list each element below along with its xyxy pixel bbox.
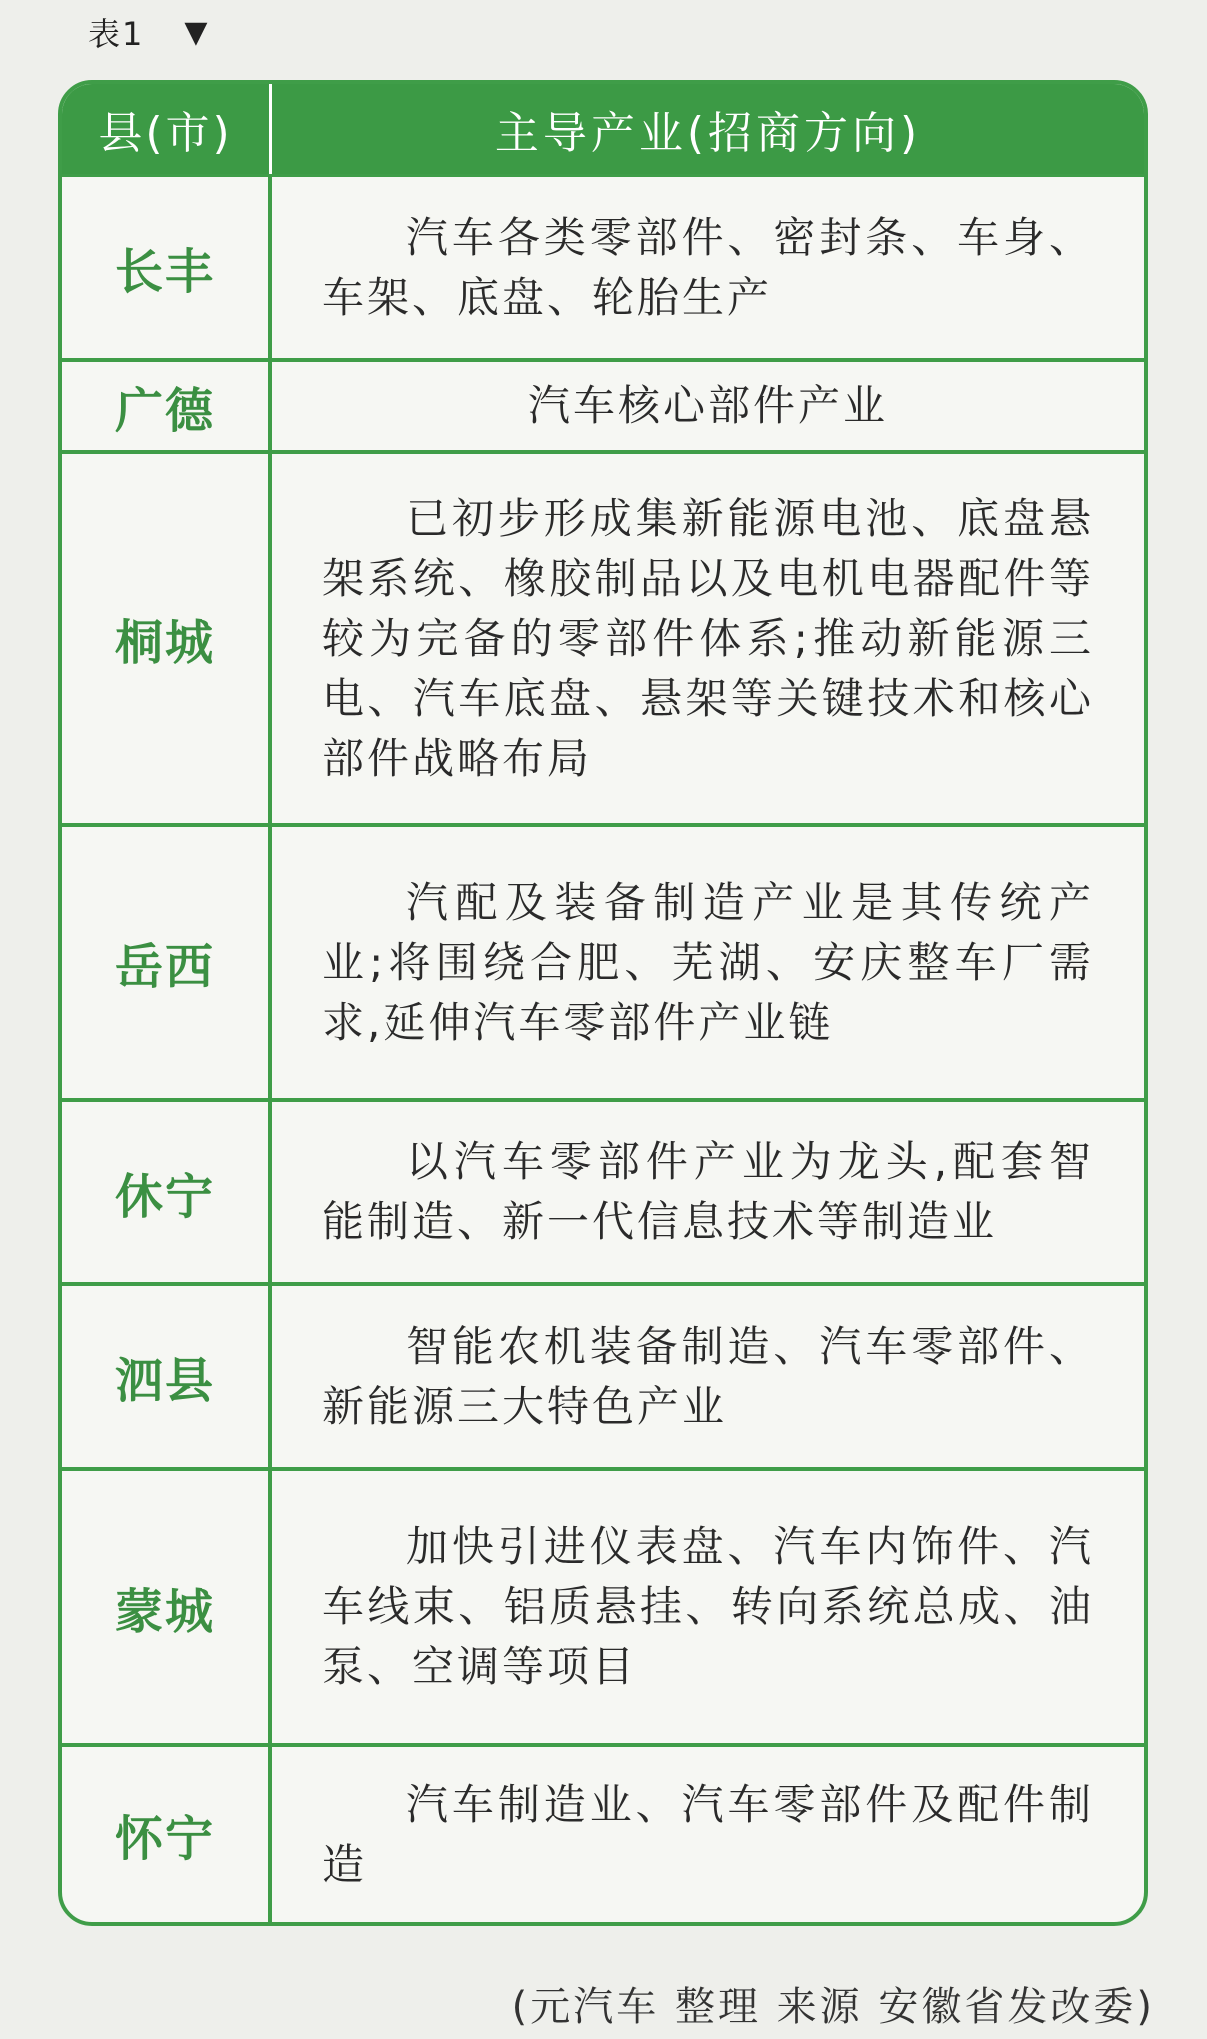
industry-cell	[272, 177, 1144, 358]
industry-cell	[272, 827, 1144, 1098]
county-cell: 长丰	[62, 177, 272, 358]
table-row	[62, 454, 1144, 827]
county-cell: 桐城	[62, 454, 272, 823]
county-cell: 休宁	[62, 1102, 272, 1282]
industry-text: 汽车各类零部件、密封条、车身、车架、底盘、轮胎生产	[322, 212, 1094, 322]
industry-text: 汽配及装备制造产业是其传统产业;将围绕合肥、芜湖、安庆整车厂需求,延伸汽车零部件产业链	[322, 877, 1094, 1047]
table-row	[62, 1286, 1144, 1471]
industry-text: 已初步形成集新能源电池、底盘悬架系统、橡胶制品以及电机电器配件等较为完备的零部件体系;推动新能源三电、汽车底盘、悬架等关键技术和核心部件战略布局	[322, 493, 1094, 783]
table-row	[62, 362, 1144, 454]
table-header	[62, 84, 1144, 177]
table-row	[62, 827, 1144, 1102]
table-row	[62, 177, 1144, 362]
industry-cell	[272, 362, 1144, 450]
county-cell: 广德	[62, 362, 272, 450]
county-cell: 怀宁	[62, 1747, 272, 1922]
industry-table	[58, 80, 1148, 1926]
header-industry: 主导产业(招商方向)	[494, 108, 922, 159]
table-row	[62, 1747, 1144, 1922]
table-row	[62, 1471, 1144, 1747]
table-caption	[88, 10, 207, 54]
table-row	[62, 1102, 1144, 1286]
industry-cell	[272, 1471, 1144, 1743]
industry-text: 汽车核心部件产业	[527, 381, 888, 430]
industry-cell	[272, 1286, 1144, 1467]
county-cell: 岳西	[62, 827, 272, 1098]
industry-cell	[272, 1747, 1144, 1922]
source-note: (元汽车 整理 来源 安徽省发改委)	[511, 1984, 1155, 2030]
industry-text: 加快引进仪表盘、汽车内饰件、汽车线束、铝质悬挂、转向系统总成、油泵、空调等项目	[322, 1522, 1094, 1691]
industry-text: 汽车制造业、汽车零部件及配件制造	[322, 1779, 1094, 1889]
industry-text: 智能农机装备制造、汽车零部件、新能源三大特色产业	[322, 1321, 1094, 1431]
triangle-down-icon: ▼	[184, 14, 208, 50]
industry-cell	[272, 454, 1144, 823]
county-cell: 蒙城	[62, 1471, 272, 1743]
table-caption-label: 表1	[88, 15, 145, 53]
industry-cell	[272, 1102, 1144, 1282]
header-county: 县(市)	[62, 84, 272, 174]
county-cell: 泗县	[62, 1286, 272, 1467]
industry-text: 以汽车零部件产业为龙头,配套智能制造、新一代信息技术等制造业	[322, 1137, 1094, 1246]
